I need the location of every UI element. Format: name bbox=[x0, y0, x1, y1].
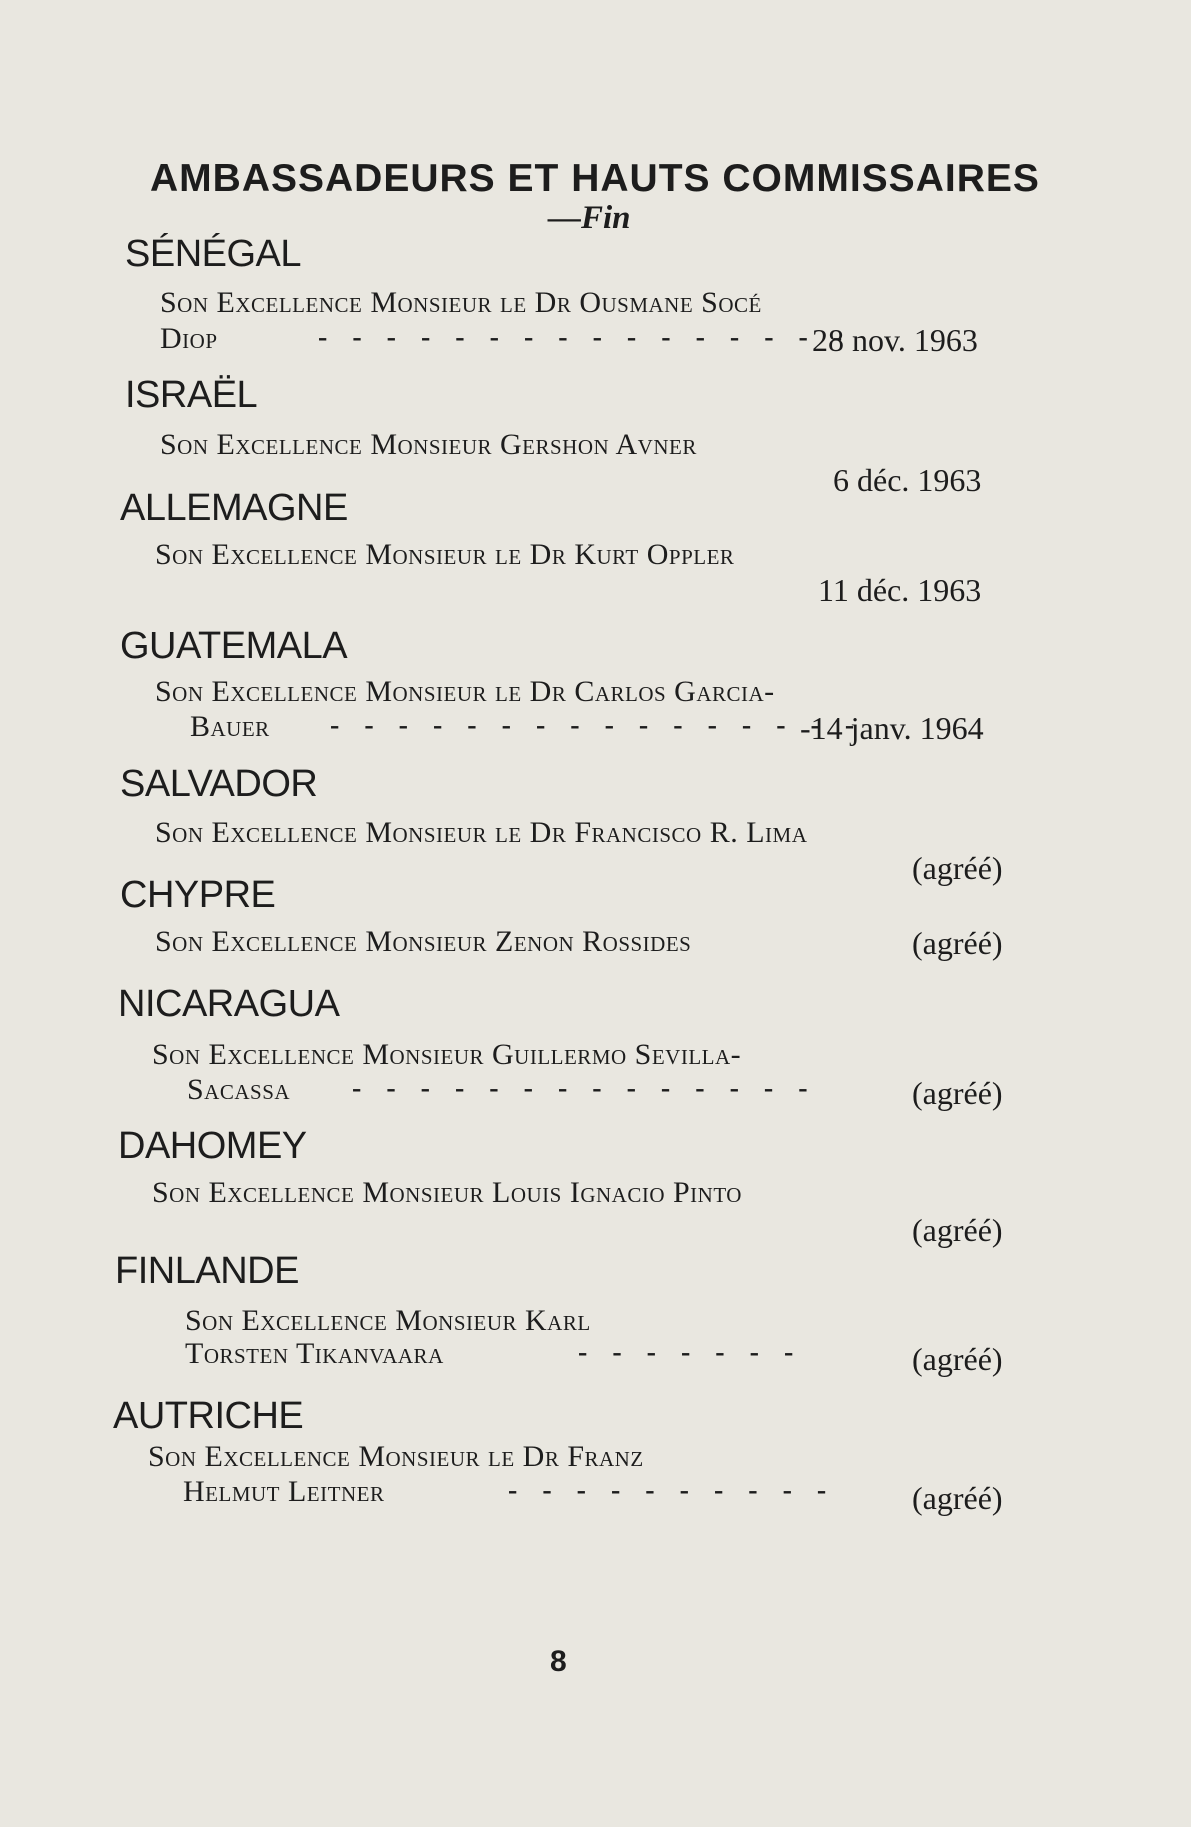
page-title: AMBASSADEURS ET HAUTS COMMISSAIRES bbox=[150, 157, 1040, 200]
country-heading: ISRAËL bbox=[125, 374, 258, 416]
country-heading: FINLANDE bbox=[115, 1250, 299, 1292]
country-heading: SÉNÉGAL bbox=[125, 233, 302, 275]
country-heading: CHYPRE bbox=[120, 874, 276, 916]
entry-name-line: Son Excellence Monsieur le Dr Carlos Garcia- bbox=[155, 675, 775, 708]
entry-name-line: Son Excellence Monsieur le Dr Francisco R. Lima bbox=[155, 816, 808, 849]
entry-name-line: Son Excellence Monsieur Zenon Rossides bbox=[155, 925, 692, 958]
entry-date: 11 déc. 1963 bbox=[818, 572, 982, 608]
entry-date: 28 nov. 1963 bbox=[812, 322, 978, 358]
entry-date: (agréé) bbox=[912, 1075, 1003, 1111]
entry-date: (agréé) bbox=[912, 1480, 1003, 1516]
page-subtitle: —Fin bbox=[548, 200, 631, 236]
entry-date: (agréé) bbox=[912, 850, 1003, 886]
entry-name-line: Son Excellence Monsieur le Dr Franz bbox=[148, 1440, 644, 1473]
leader-dashes: - - - - - - - - - - - - - - bbox=[352, 1073, 817, 1104]
entry-date: -14 janv. 1964 bbox=[800, 710, 984, 746]
leader-dashes: - - - - - - - - - - - - - - - - bbox=[330, 710, 864, 741]
entry-name-line: Son Excellence Monsieur le Dr Ousmane Socé bbox=[160, 286, 762, 319]
country-heading: DAHOMEY bbox=[118, 1125, 307, 1167]
entry-name-line: Bauer bbox=[190, 710, 270, 743]
country-heading: AUTRICHE bbox=[113, 1395, 304, 1437]
entry-name-line: Son Excellence Monsieur Louis Ignacio Pinto bbox=[152, 1176, 742, 1209]
country-heading: NICARAGUA bbox=[118, 983, 340, 1025]
country-heading: ALLEMAGNE bbox=[120, 487, 348, 529]
entry-name-line: Sacassa bbox=[187, 1073, 291, 1106]
leader-dashes: - - - - - - - - - - bbox=[508, 1475, 836, 1506]
entry-date: (agréé) bbox=[912, 1212, 1003, 1248]
leader-dashes: - - - - - - - - - - - - - - - - bbox=[318, 322, 852, 353]
entry-date: 6 déc. 1963 bbox=[833, 462, 982, 498]
entry-name-line: Son Excellence Monsieur Gershon Avner bbox=[160, 428, 697, 461]
leader-dashes: - - - - - - - bbox=[578, 1337, 803, 1368]
entry-name-line: Son Excellence Monsieur Karl bbox=[185, 1304, 591, 1337]
entry-name-line: Son Excellence Monsieur Guillermo Sevilla- bbox=[152, 1038, 742, 1071]
page-number: 8 bbox=[550, 1645, 567, 1678]
country-heading: GUATEMALA bbox=[120, 625, 348, 667]
entry-name-line: Helmut Leitner bbox=[183, 1475, 385, 1508]
entry-name-line: Diop bbox=[160, 322, 218, 355]
entry-date: (agréé) bbox=[912, 1341, 1003, 1377]
country-heading: SALVADOR bbox=[120, 763, 318, 805]
entry-name-line: Son Excellence Monsieur le Dr Kurt Oppler bbox=[155, 538, 735, 571]
entry-date: (agréé) bbox=[912, 925, 1003, 961]
entry-name-line: Torsten Tikanvaara bbox=[185, 1337, 444, 1370]
